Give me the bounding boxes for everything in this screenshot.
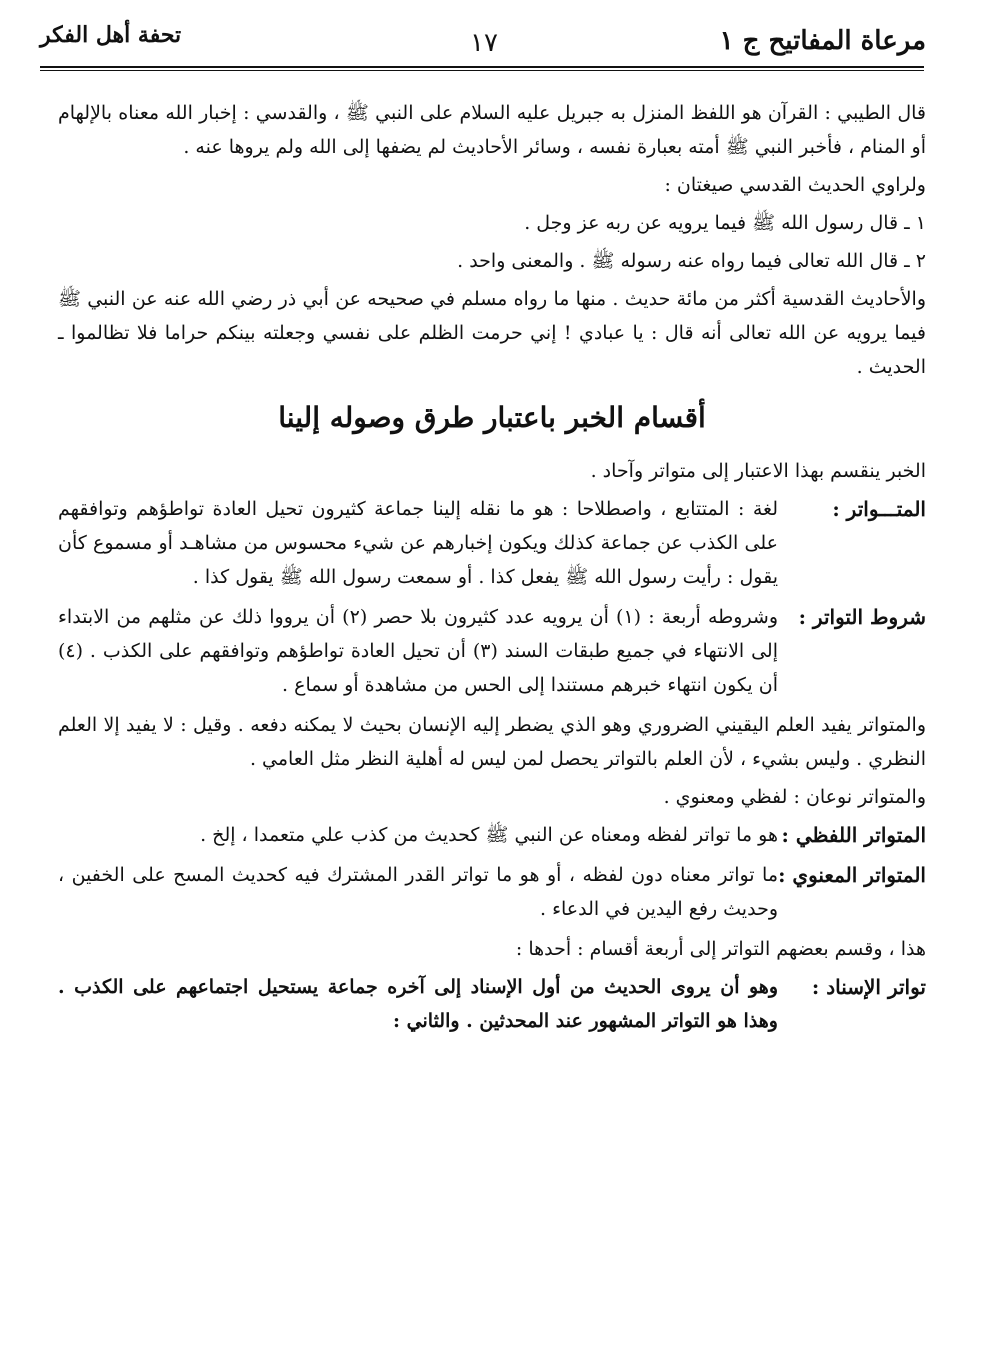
paragraph: الخبر ينقسم بهذا الاعتبار إلى متواتر وآحاد .: [590, 460, 926, 482]
paragraph: ولراوي الحديث القدسي صيغتان :: [664, 174, 926, 196]
definition-term: المتـــواتر :: [832, 497, 926, 521]
definition-term: المتواتر المعنوي :: [778, 863, 926, 887]
chapter-title: تحفة أهل الفكر: [40, 22, 182, 48]
definition-body: وشروطه أربعة : (١) أن يرويه عدد كثيرون بلا حصر (٢) أن يرووا ذلك عن مثلهم من الابتداء إلى الانتهاء في جميع طبقات السند (٣) أن تحيل العادة تواطؤهم وتوافقهم على الكذب . (٤) أن يكون انتهاء خبرهم مستندا إلى الحس من مشاهدة أو سماع .: [58, 606, 779, 696]
definition-body: هو ما تواتر لفظه ومعناه عن النبي ﷺ كحديث من كذب علي متعمدا ، إلخ .: [200, 824, 778, 846]
header-rule: [40, 66, 924, 68]
paragraph: هذا ، وقسم بعضهم التواتر إلى أربعة أقسام : أحدها :: [515, 938, 926, 960]
header-rule-thin: [40, 70, 924, 71]
page-number: ١٧: [470, 28, 498, 58]
definition-body: وهو أن يروى الحديث من أول الإسناد إلى آخره جماعة يستحيل اجتماعهم على الكذب . وهذا هو التواتر المشهور عند المحدثين . والثاني :: [58, 976, 778, 1032]
definition-row: [58, 858, 926, 926]
definition-term: تواتر الإسناد :: [811, 975, 926, 999]
definition-body: لغة : المتتابع ، واصطلاحا : هو ما نقله إلينا جماعة كثيرون تحيل العادة تواطؤهم وتوافقهم على الكذب عن جماعة كذلك ويكون إخبارهم عن شيء محسوس من مشاهـد أو مسموع كأن يقول : رأيت رسول الله ﷺ يفعل كذا . أو سمعت رسول الله ﷺ يقول كذا .: [58, 498, 778, 588]
definition-row: [58, 818, 926, 852]
list-item: ٢ ـ قال الله تعالى فيما رواه عنه رسوله ﷺ . والمعنى واحد .: [457, 250, 926, 272]
paragraph: والمتواتر نوعان : لفظي ومعنوي .: [663, 786, 926, 808]
paragraph: قال الطيبي : القرآن هو اللفظ المنزل به جبريل عليه السلام على النبي ﷺ ، والقدسي : إخبار الله معناه بالإلهام أو المنام ، فأخبر النبي ﷺ أمته بعبارة نفسه ، وسائر الأحاديث لم يضفها إلى الله ولم يروها عنه .: [58, 102, 926, 158]
section-heading: أقسام الخبر باعتبار طرق وصوله إلينا: [278, 401, 706, 434]
definition-term: شروط التواتر :: [798, 605, 926, 629]
page-content: [58, 96, 926, 1044]
list-item: ١ ـ قال رسول الله ﷺ فيما يرويه عن ربه عز وجل .: [524, 212, 926, 234]
definition-body: ما تواتر معناه دون لفظه ، أو هو ما تواتر القدر المشترك فيه كحديث المسح على الخفين ، وحديث رفع اليدين في الدعاء .: [58, 864, 778, 920]
paragraph: والأحاديث القدسية أكثر من مائة حديث . منها ما رواه مسلم في صحيحه عن أبي ذر رضي الله عنه عن النبي ﷺ فيما يرويه عن الله تعالى أنه قال : يا عبادي ! إني حرمت الظلم على نفسي وجعلته بينكم حراما فلا تظالموا ـ الحديث .: [58, 288, 926, 378]
paragraph: والمتواتر يفيد العلم اليقيني الضروري وهو الذي يضطر إليه الإنسان بحيث لا يمكنه دفعه . وقيل : لا يفيد إلا العلم النظري . وليس بشيء ، لأن العلم بالتواتر يحصل لمن ليس له أهلية النظر مثل العامي .: [58, 714, 926, 770]
running-header: [40, 22, 926, 62]
definition-row: [58, 970, 926, 1038]
definition-row: [58, 600, 926, 702]
definition-row: [58, 492, 926, 594]
book-title: مرعاة المفاتيح ج ١: [719, 26, 926, 56]
definition-term: المتواتر اللفظي :: [781, 823, 926, 847]
